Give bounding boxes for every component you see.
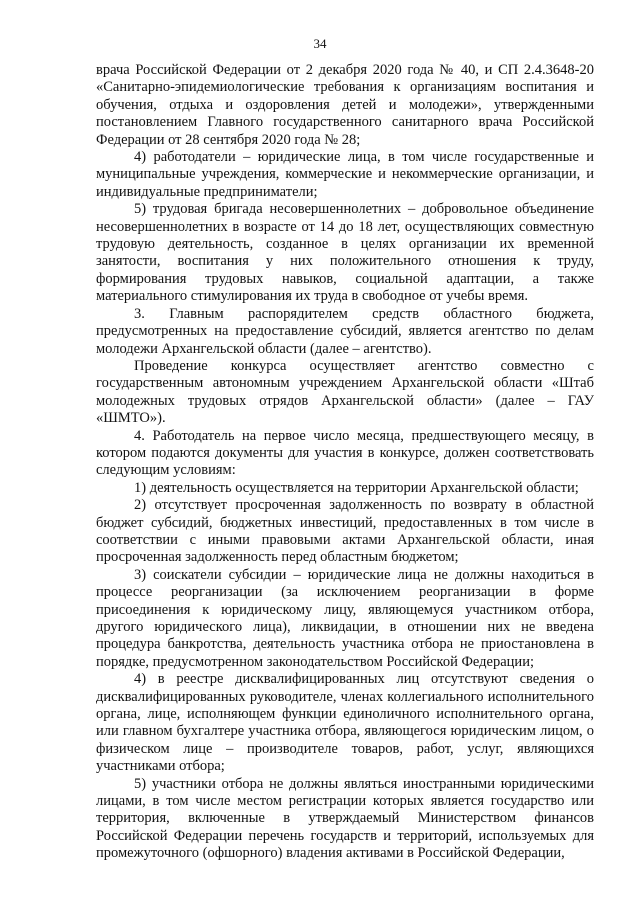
- paragraph-contest-organization: Проведение конкурса осуществляет агентство совместно с государственным автономным учреждением Архангельской области «Штаб молодежных трудовых отрядов Архангельской области» (далее – ГАУ «ШМТО»).: [96, 357, 594, 427]
- paragraph-condition-1: 1) деятельность осуществляется на территории Архангельской области;: [134, 479, 579, 496]
- paragraph-section-4: 4. Работодатель на первое число месяца, предшествующего месяцу, в котором подаются документы для участия в конкурсе, должен соответствовать следующим условиям:: [96, 427, 594, 479]
- paragraph-continuation: врача Российской Федерации от 2 декабря 2020 года № 40, и СП 2.4.3648-20 «Санитарно-эпидемиологические требования к организациям воспитания и обучения, отдыха и оздоровления детей и молодежи», утвержденными постановлением Главного государственного санитарного врача Российской Федерации от 28 сентября 2020 года № 28;: [96, 62, 594, 148]
- paragraph-item-4-employers: 4) работодатели – юридические лица, в том числе государственные и муниципальные учреждения, коммерческие и некоммерческие организации, и индивидуальные предприниматели;: [96, 149, 594, 200]
- document-body: [96, 62, 594, 863]
- paragraph-condition-5: 5) участники отбора не должны являться иностранными юридическими лицами, в том числе местом регистрации которых является государство или территория, включенные в утверждаемый Министерством финансов Российской Федерации перечень государств и территорий, используемых для промежуточного (офшорного) владения активами в Российской Федерации,: [96, 775, 594, 862]
- paragraph-item-5-labor-brigade: 5) трудовая бригада несовершеннолетних – добровольное объединение несовершеннолетних в возрасте от 14 до 18 лет, осуществляющих совместную трудовую деятельность, созданное в целях организации их временной занятости, воспитания у них положительного отношения к труду, формирования трудовых навыков, социальной адаптации, а также материального стимулирования их труда в свободное от учебы время.: [96, 201, 594, 305]
- paragraph-section-3: 3. Главным распорядителем средств областного бюджета, предусмотренных на предоставление субсидий, является агентство по делам молодежи Архангельской области (далее – агентство).: [96, 305, 594, 357]
- paragraph-condition-2: 2) отсутствует просроченная задолженность по возврату в областной бюджет субсидий, бюджетных инвестиций, предоставленных в том числе в соответствии с иными правовыми актами Архангельской области, иная просроченная задолженность перед областным бюджетом;: [96, 497, 594, 566]
- paragraph-condition-3: 3) соискатели субсидии – юридические лица не должны находиться в процессе реорганизации (за исключением реорганизации в форме присоединения к юридическому лицу, являющемуся участником отбора, другого юридического лица), ликвидации, в отношении них не введена процедура банкротства, деятельность участника отбора не приостановлена в порядке, предусмотренном законодательством Российской Федерации;: [96, 566, 594, 670]
- page-number: 34: [313, 36, 327, 51]
- paragraph-condition-4: 4) в реестре дисквалифицированных лиц отсутствуют сведения о дисквалифицированных руководителе, членах коллегиального исполнительного органа, лице, исполняющем функции единоличного исполнительного органа, или главном бухгалтере участника отбора, являющегося юридическим лицом, о физическом лице – производителе товаров, работ, услуг, являющихся участниками отбора;: [96, 671, 594, 775]
